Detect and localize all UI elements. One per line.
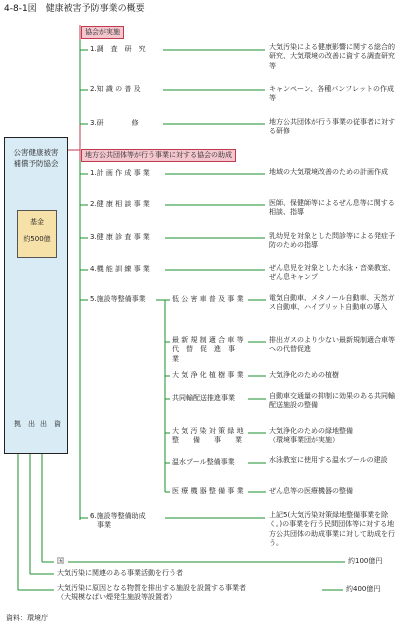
subsidy-item-desc: 上記5(大気汚染対策緑地整備事業を除く。)の事業を行う民間団体等に対する地方公共団体の助成事業に対して助成を行う。 [269, 511, 395, 548]
direct-item-desc: キャンペーン、各種パンフレットの作成等 [269, 85, 394, 103]
direct-item-label: 3.研 修 [90, 119, 139, 127]
subsidy-item-desc: ぜん息児を対象とした水泳・音楽教室、ぜん息キャンプ [269, 264, 395, 282]
direct-item-desc: 地方公共団体が行う事業の従事者に対する研修 [269, 118, 395, 136]
facility-item-label: 大 気 汚 染 対 策 緑 地 整 備 事 業 [172, 427, 244, 445]
facility-item-label: 大 気 浄 化 植 樹 事 業 [172, 371, 244, 379]
contributor-name: 大気汚染に原因となる物質を排出する施設を設置する事業者 （大規模なばい煙発生施設等設置者） [57, 584, 246, 602]
organization-box [4, 137, 68, 454]
contributor-amount: 約400億円 [346, 585, 381, 593]
subsidy-item-label: 6.施設等整備助成 事業 [90, 512, 146, 530]
facility-item-desc: 排出ガスのより少ない最新規制適合車等への代替促進 [269, 336, 395, 354]
subsidy-item-label: 5.施設等整備事業 [90, 295, 146, 303]
contribution-label-left: 拠 出 [14, 420, 35, 428]
subsidy-item-label: 3.健 康 診 査 事 業 [90, 233, 150, 241]
fund-box [17, 210, 57, 258]
subsidy-section-header: 地方公共団体等が行う事業に対する協会の助成 [81, 149, 236, 162]
organization-name [7, 147, 65, 170]
contributor-name: 国 [57, 557, 64, 565]
subsidy-item-desc: 医師、保健師等によるぜん息等に関する相談、指導 [269, 199, 395, 217]
subsidy-item-desc: 地域の大気環境改善のための計画作成 [269, 168, 388, 176]
direct-item-label: 2.知 識 の 普 及 [90, 85, 141, 93]
subsidy-item-label: 2.健 康 相 談 事 業 [90, 200, 150, 208]
contributor-name: 大気汚染に関連のある事業活動を行う者 [57, 569, 183, 577]
organization-name-line2: 補償予防協会 [13, 159, 59, 169]
fund-label: 基金 [30, 218, 44, 226]
facility-item-label: 医 療 機 器 整 備 事 業 [172, 487, 244, 495]
facility-item-desc: 大気浄化のための植樹 [269, 371, 339, 379]
facility-item-desc: 自動車交通量の抑制に効果のある共同輸配送施設の整備 [269, 392, 395, 410]
figure-title: 4-8-1図 健康被害予防事業の概要 [4, 4, 145, 14]
facility-item-desc: ぜん息等の医療機器の整備 [269, 487, 353, 495]
contribution-label-right: 出 資 [40, 420, 61, 428]
source-note: 資料：環境庁 [6, 614, 48, 622]
subsidy-item-label: 1.計 画 作 成 事 業 [90, 169, 150, 177]
direct-item-desc: 大気汚染による健康影響に関する総合的研究、大気環境の改善に資する調査研究等 [269, 43, 395, 70]
subsidy-item-label: 4.機 能 訓 練 事 業 [90, 265, 150, 273]
facility-item-desc: 水泳教室に使用する温水プールの建設 [269, 456, 388, 464]
organization-name-line1: 公害健康被害 [13, 148, 59, 157]
facility-item-label: 共同輸配送推進事業 [172, 394, 235, 402]
direct-section-header: 協会が実施 [81, 26, 124, 39]
facility-item-label: 低 公 害 車 普 及 事 業 [172, 295, 244, 303]
facility-item-label: 温水プール整備事業 [172, 458, 235, 466]
fund-amount: 約500億 [23, 234, 51, 243]
subsidy-item-desc: 乳幼児を対象とした問診等による発症予防のための指導 [269, 232, 395, 250]
facility-item-desc: 大気浄化のための緑地整備 （環境事業団が実施） [269, 427, 353, 445]
direct-item-label: 1.調 査 研 究 [90, 45, 146, 53]
contributor-amount: 約100億円 [348, 557, 383, 565]
facility-item-desc: 電気自動車、メタノール自動車、天然ガス自動車、ハイブリット自動車の導入 [269, 294, 395, 312]
facility-item-label: 最 新 規 制 適 合 車 等 代 替 促 進 事 業 [172, 336, 244, 363]
